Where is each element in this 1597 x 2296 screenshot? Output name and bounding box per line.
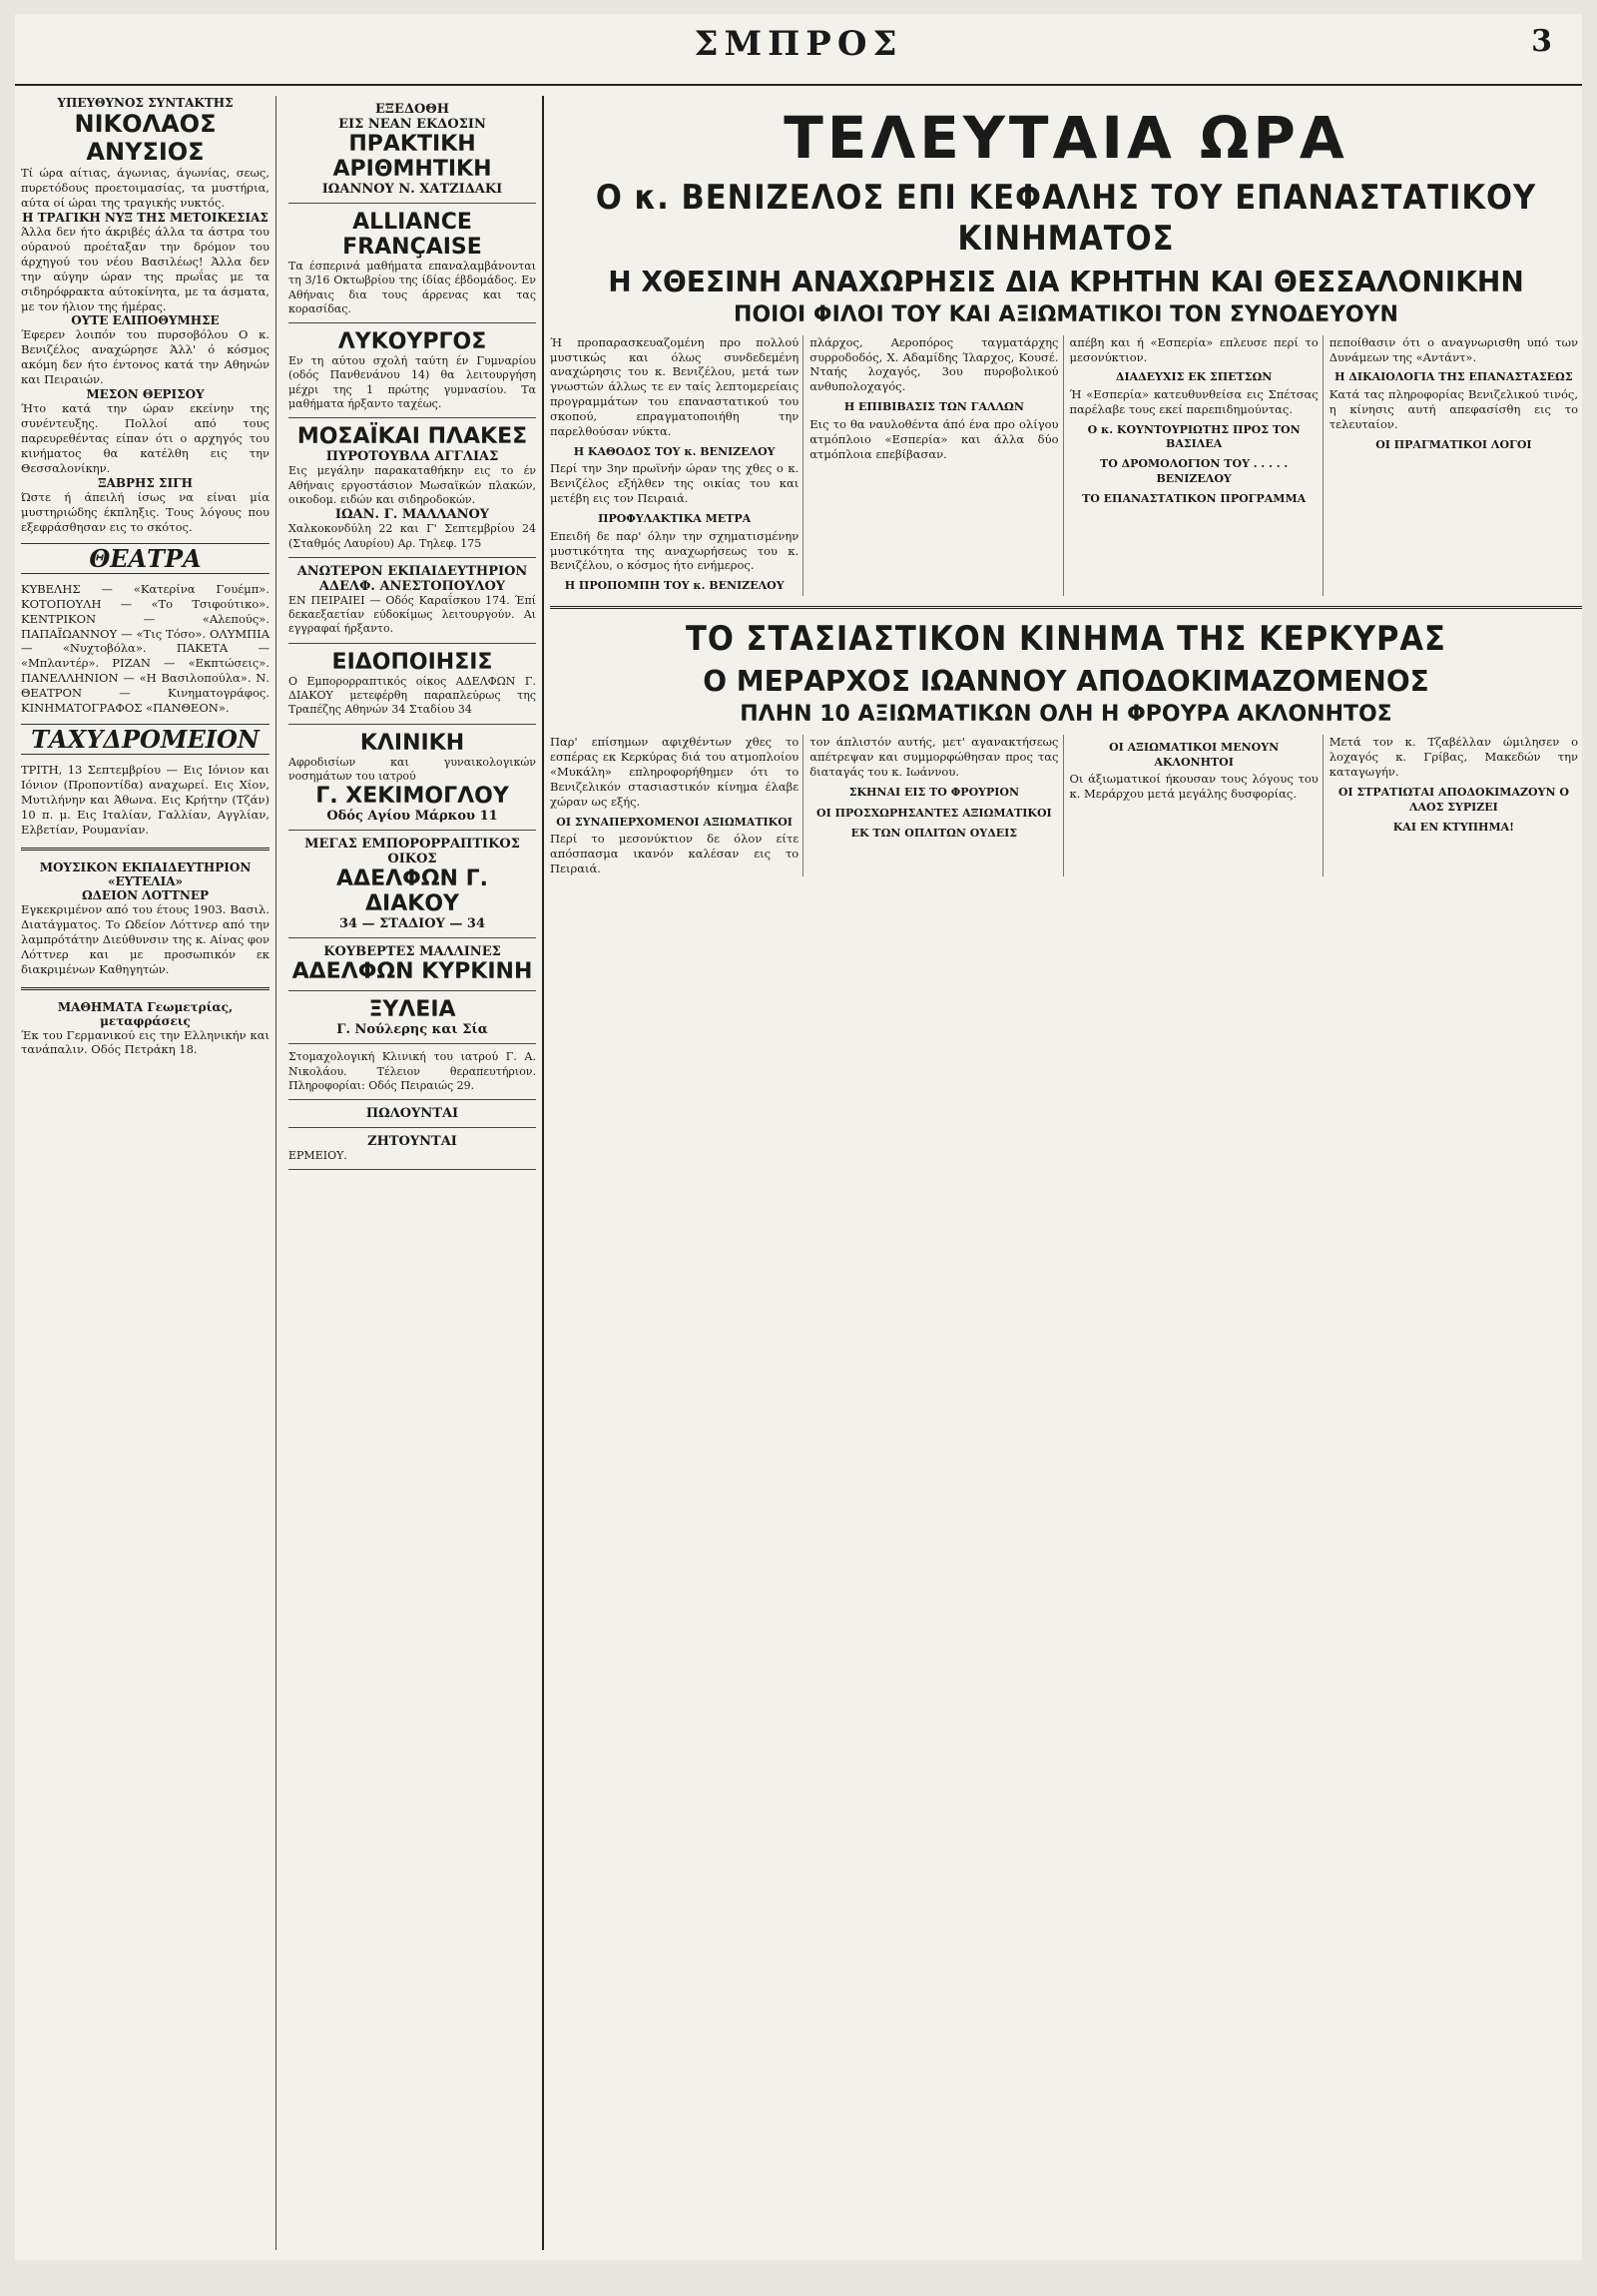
article-column bbox=[1330, 735, 1582, 876]
article-text: Ήτο κατά την ώραν εκείνην της συνέντευξης. Πολλοί από τους παρευρεθέντας είπαν ότι ο αρχηγός του κινήματος θα κατέλθη εις την Θεσσαλονίκην. bbox=[21, 401, 269, 475]
article-column bbox=[809, 735, 1063, 876]
ad-owner: ΙΩΑΝ. Γ. ΜΑΛΛΑΝΟΥ bbox=[334, 507, 490, 523]
ad-title: ΚΛΙΝΙΚΗ bbox=[359, 730, 465, 756]
ad-notice bbox=[288, 644, 536, 725]
headline: ΤΕΛΕΥΤΑΙΑ ΩΡΑ bbox=[784, 104, 1348, 172]
ad-body: Εν τη αύτου σχολή ταύτη έν Γυμναρίου (οδός Πανθενάνου 14) θα λειτουργήση μέχρι της 1 πρώτης γυμνασίου. Τα μαθήματα ήρξαντο ταχέως. bbox=[288, 354, 536, 411]
article-text: πεποίθασιν ότι ο αναγνωρισθη υπό των Δυνάμεων της «Αντάντ». bbox=[1329, 334, 1578, 364]
newspaper-title: ΣΜΠΡΟΣ bbox=[694, 24, 903, 64]
ad-alliance bbox=[288, 204, 536, 323]
ad-title: ΖΗΤΟΥΝΤΑΙ bbox=[367, 1134, 457, 1150]
section-title: ΤΟ ΣΤΑΣΙΑΣΤΙΚΟΝ ΚΙΝΗΜΑ ΤΗΣ ΚΕΡΚΥΡΑΣ bbox=[686, 618, 1446, 659]
theatre-heading: ΘΕΑΤΡΑ bbox=[21, 543, 269, 574]
article-text: τον άπλιστόν αυτής, μετ' αγανακτήσεως απέτρεψαν και συμμορφώθησαν προς τας διαταγάς του κ. Ιωάννου. bbox=[809, 735, 1059, 780]
ad-body: ΕΡΜΕΙΟΥ. bbox=[288, 1149, 347, 1163]
subhead: ΟΙ ΠΡΟΣΧΩΡΗΣΑΝΤΕΣ ΑΞΙΩΜΑΤΙΚΟΙ bbox=[816, 806, 1052, 820]
article-text: Επειδή δε παρ' όλην την σχηματισμένην μυστικότητα της αναχωρήσεως του κ. Βενιζέλου, ο κόσμος ήτο ενήμερος. bbox=[550, 528, 799, 573]
subtitle: Ο ΜΕΡΑΡΧΟΣ ΙΩΑΝΝΟΥ ΑΠΟΔΟΚΙΜΑΖΟΜΕΝΟΣ bbox=[703, 665, 1429, 699]
ad-book bbox=[288, 96, 536, 204]
ad-stomach-clinic bbox=[288, 1044, 536, 1100]
article-column bbox=[550, 335, 803, 596]
article-text: Εις το θα ναυλοθέντα άπό ένα προ ολίγου ατμόπλοιο «Εσπερία» και άλλα δύο ατμόπλοια επεβίβασαν. bbox=[809, 416, 1059, 461]
subhead: ΔΙΑΔΕΥΧΙΣ ΕΚ ΣΠΕΤΣΩΝ bbox=[1115, 370, 1273, 384]
article-column bbox=[1330, 335, 1582, 596]
subhead: ΟΙ ΠΡΑΓΜΑΤΙΚΟΙ ΛΟΓΟΙ bbox=[1375, 437, 1532, 451]
article-text: Τί ώρα αίτιας, άγωνιας, άγωνίας, σεως, πυρετόδους προετοιμασίας, τα μυστήρια, αύτα οί ώραι της τραγικής νυκτός. bbox=[21, 166, 269, 210]
main-title: Ο κ. ΒΕΝΙΖΕΛΟΣ ΕΠΙ ΚΕΦΑΛΗΣ ΤΟΥ ΕΠΑΝΑΣΤΑΤΙΚΟΥ ΚΙΝΗΜΑΤΟΣ bbox=[595, 178, 1537, 259]
subhead: ΟΙ ΣΥΝΑΠΕΡΧΟΜΕΝΟΙ ΑΞΙΩΜΑΤΙΚΟΙ bbox=[556, 816, 793, 830]
music-ad-text: Εγκεκριμένον από του έτους 1903. Βασιλ. Διατάγματος. Το Ωδείον Λόττνερ από την λαμπρότάτην Διεύθυνσιν της κ. Αίνας φον Λόττνερ και με προσωπικόν εκ διακριμένων Καθηγητών. bbox=[21, 901, 269, 976]
ad-lykourgos bbox=[288, 323, 536, 418]
ad-body: ΕΝ ΠΕΙΡΑΙΕΙ — Οδός Καραΐσκου 174. Έπί δεκαεξαετίαν εύδοκίμως λειτουργούν. Αι εγγραφαί ήρξαντο. bbox=[288, 593, 536, 636]
article-columns bbox=[550, 335, 1582, 596]
ad-address: Οδός Αγίου Μάρκου 11 bbox=[326, 809, 498, 825]
ad-wanted bbox=[288, 1128, 536, 1170]
editor-label: ΥΠΕΥΘΥΝΟΣ ΣΥΝΤΑΚΤΗΣ bbox=[57, 96, 234, 110]
ads-column bbox=[282, 96, 544, 2250]
article-text: απέβη και ή «Εσπερία» επλευσε περί το μεσονύκτιον. bbox=[1069, 334, 1319, 364]
maths-ad-title: ΜΑΘΗΜΑΤΑ Γεωμετρίας, μεταφράσεις bbox=[57, 999, 234, 1028]
article-column bbox=[809, 335, 1063, 596]
subhead: ΣΚΗΝΑΙ ΕΙΣ ΤΟ ΦΡΟΥΡΙΟΝ bbox=[848, 786, 1020, 800]
music-ad-subtitle: ΩΔΕΙΟΝ ΛΟΤΤΝΕΡ bbox=[81, 887, 210, 902]
article-text: Μετά τον κ. Τζαβέλλαν ώμιλησεν ο λοχαγός κ. Γρίβας, Μακεδών την καταγωγήν. bbox=[1329, 735, 1578, 780]
ad-owner: ΑΔΕΛΦΩΝ ΚΥΡΚΙΝΗ bbox=[291, 959, 533, 985]
subhead: ΟΙ ΣΤΡΑΤΙΩΤΑΙ ΑΠΟΔΟΚΙΜΑΖΟΥΝ Ο ΛΑΟΣ ΣΥΡΙΖΕΙ bbox=[1337, 786, 1569, 814]
main-news bbox=[550, 96, 1582, 2250]
ad-address: Χαλκοκονδύλη 22 και Γ' Σεπτεμβρίου 24 (Σταθμός Λαυρίου) Αρ. Τηλεφ. 175 bbox=[288, 522, 536, 550]
subhead: ΞΑΒΡΗΣ ΣΙΓΗ bbox=[98, 475, 193, 490]
ad-doctor: Γ. ΧΕΚΙΜΟΓΛΟΥ bbox=[315, 784, 509, 810]
music-ad-title: ΜΟΥΣΙΚΟΝ ΕΚΠΑΙΔΕΥΤΗΡΙΟΝ «ΕΥΤΕΛΙΑ» bbox=[39, 860, 252, 888]
subhead: ΚΑΙ ΕΝ ΚΤΥΠΗΜΑ! bbox=[1392, 820, 1514, 834]
page-number: 3 bbox=[1531, 24, 1552, 59]
ad-subtitle: ΑΔΕΛΦ. ΑΝΕΣΤΟΠΟΥΛΟΥ bbox=[318, 578, 506, 594]
article-text: Άλλα δεν ήτο άκριβές άλλα τα άστρα του ούρανού προέταξαν την δρόμον του άρχηγού του νέου Βασιλέως! Άλλα δεν την αύγην ώραν της πρωΐας με τα σιδηρόφρακτα αύτοκίνητα, με τα άσματα, με τον ήλιον της ήμέρας. bbox=[21, 224, 269, 313]
ad-mosaics bbox=[288, 418, 536, 557]
editor-name: ΝΙΚΟΛΑΟΣ ΑΝΥΣΙΟΣ bbox=[74, 110, 217, 166]
divider bbox=[550, 606, 1582, 609]
ad-body: Εις μεγάλην παρακαταθήκην εις το έν Αθήναις εργοστάσιον Μωσαϊκών πλακών, οικοδομ. ειδών και σιδηροδοκών. bbox=[288, 464, 536, 506]
article-text: Περί την 3ην πρωϊνήν ώραν της χθες ο κ. Βενιζέλος εξήλθεν της οικίας του και μετέβη εις τον Πειραιά. bbox=[550, 461, 799, 506]
ad-body: Ο Εμπορορραπτικός οίκος ΑΔΕΛΦΩΝ Γ. ΔΙΑΚΟΥ μετεφέρθη παραπλεύρως της Τραπέζης Αθηνών 34 Σταδίου 34 bbox=[288, 674, 536, 717]
masthead bbox=[15, 14, 1582, 86]
post-listing: ΤΡΙΤΗ, 13 Σεπτεμβρίου — Εις Ιόνιον και Ιόνιον (Προποντίδα) αναχωρεί. Εις Χίον, Μυτιλήνην και Άθωνα. Εις Κρήτην (Τζάν) 10 π. μ. Εις Ιταλίαν, Γαλλίαν, Αγγλίαν, Ελβετίαν, Ρουμανίαν. bbox=[21, 763, 269, 837]
post-heading: ΤΑΧΥΔΡΟΜΕΙΟΝ bbox=[21, 724, 269, 755]
article-text: Περί το μεσονύκτιον δε όλον είτε απόσπασμα ικανόν καλέσαν εις το Πειραιά. bbox=[550, 832, 799, 876]
ad-tailor bbox=[288, 831, 536, 938]
article-text: Ή προπαρασκευαζομένη προ πολλού μυστικώς και όλως συνδεδεμένη αναχώρησις του κ. Βενιζέλου, μετά των γνωστών άλλως τε εν ταίς λεπτομερείαις προγραμμάτων του επαναστατικού του σκοπού, επραγματοποιήθη την παρελθούσαν νύκτα. bbox=[550, 334, 799, 439]
ad-title: ΜΕΓΑΣ ΕΜΠΟΡΟΡΡΑΠΤΙΚΟΣ ΟΙΚΟΣ bbox=[304, 837, 520, 867]
subhead: Η ΚΑΘΟΔΟΣ ΤΟΥ κ. ΒΕΝΙΖΕΛΟΥ bbox=[573, 445, 776, 459]
theatre-listing: ΚΥΒΕΛΗΣ — «Κατερίνα Γουέμπ». ΚΟΤΟΠΟΥΛΗ — «Το Τσιφούτικο». ΚΕΝΤΡΙΚΟΝ — «Αλεπούς». ΠΑΠΑΪΩΑΝΝΟΥ — «Τις Τόσο». ΟΛΥΜΠΙΑ — «Νυχτοβόλα». ΠΑΚΕΤΑ — «Μπλαντέρ». ΡΙΖΑΝ — «Εκπτώσεις». ΠΑΝΕΛΛΗΝΙΟΝ — «Η Βασιλοπούλα». Ν. ΘΕΑΤΡΟΝ — Κινηματογράφος. ΚΙΝΗΜΑΤΟΓΡΑΦΟΣ «ΠΑΝΘΕΟΝ». bbox=[21, 581, 269, 716]
subhead: Ο κ. ΚΟΥΝΤΟΥΡΙΩΤΗΣ ΠΡΟΣ ΤΟΝ ΒΑΣΙΛΕΑ bbox=[1087, 422, 1301, 450]
ad-title: ΑΝΩΤΕΡΟΝ ΕΚΠΑΙΔΕΥΤΗΡΙΟΝ bbox=[296, 563, 528, 579]
ad-title: ΞΥΛΕΙΑ bbox=[368, 997, 456, 1023]
subtitle: ΠΛΗΝ 10 ΑΞΙΩΜΑΤΙΚΩΝ ΟΛΗ Η ΦΡΟΥΡΑ ΑΚΛΟΝΗΤΟΣ bbox=[740, 702, 1392, 728]
left-column bbox=[15, 96, 276, 2250]
article-column bbox=[1070, 735, 1324, 876]
ad-clinic bbox=[288, 725, 536, 832]
article-text: Παρ' επίσημων αφιχθέντων χθες το εσπέρας εκ Κερκύρας διά του ατμοπλοίου «Μυκάλη» επληροφορήθημεν ότι το Βενιζελικόν στασιαστικόν κίνημα έλαβε χώραν ως εξής. bbox=[550, 735, 799, 810]
ad-title: ΜΟΣΑΪΚΑΙ ΠΛΑΚΕΣ bbox=[296, 424, 528, 450]
article-text: Ώστε ή άπειλή ίσως να είναι μία μυστηριώδης έκπληξις. Τους λόγους που εξεφράσθησαν εις το σκότος. bbox=[21, 489, 269, 534]
ad-body: Τα έσπερινά μαθήματα επαναλαμβάνονται τη 3/16 Οκτωβρίου της ίδίας έβδομάδος. Εν Αθήναις δια τους άρρενας και τας κορασίδας. bbox=[288, 260, 536, 315]
ad-owner: ΑΔΕΛΦΩΝ Γ. ΔΙΑΚΟΥ bbox=[336, 866, 488, 917]
ad-school bbox=[288, 558, 536, 644]
divider bbox=[21, 848, 269, 851]
ad-for-sale bbox=[288, 1100, 536, 1128]
article-text: Έφερεν λοιπόν του πυρσοβόλου Ο κ. Βενιζέλος αναχώρησε Άλλ' ό κόσμος ακόμη δεν ήτο έντονος κατά την Αθηνών και Πειραιών. bbox=[21, 327, 269, 387]
ad-title: ΚΟΥΒΕΡΤΕΣ ΜΑΛΛΙΝΕΣ bbox=[323, 944, 501, 960]
newspaper-page bbox=[15, 14, 1582, 2260]
ad-title: ALLIANCE FRANÇAISE bbox=[342, 210, 482, 260]
ad-title: ΕΙΔΟΠΟΙΗΣΙΣ bbox=[331, 649, 493, 675]
subhead: Η ΔΙΚΑΙΟΛΟΓΙΑ ΤΗΣ ΕΠΑΝΑΣΤΑΣΕΩΣ bbox=[1334, 370, 1573, 384]
ad-body: Στομαχολογική Κλινική του ιατρού Γ. Α. Νικολάου. Τέλειον θεραπευτήριον. Πληροφορίαι: Οδός Πειραιώς 29. bbox=[288, 1050, 536, 1092]
ad-timber bbox=[288, 991, 536, 1044]
subhead: ΠΡΟΦΥΛΑΚΤΙΚΑ ΜΕΤΡΑ bbox=[598, 512, 752, 526]
article-text: Οι άξιωματικοί ήκουσαν τους λόγους του κ. Μεράρχου μετά μεγάλης δυσφορίας. bbox=[1069, 772, 1319, 801]
ad-blankets bbox=[288, 938, 536, 991]
divider bbox=[21, 987, 269, 990]
maths-ad-text: Έκ του Γερμανικού εις την Ελληνικήν και τανάπαλιν. Οδός Πετράκη 18. bbox=[21, 1027, 269, 1057]
subhead: ΤΟ ΔΡΟΜΟΛΟΓΙΟΝ ΤΟΥ . . . . . ΒΕΝΙΖΕΛΟΥ bbox=[1100, 457, 1289, 485]
ad-edition: ΕΙΣ ΝΕΑΝ ΕΚΔΟΣΙΝ bbox=[338, 117, 486, 132]
subtitle: ΠΟΙΟΙ ΦΙΛΟΙ ΤΟΥ ΚΑΙ ΑΞΙΩΜΑΤΙΚΟΙ ΤΟΝ ΣΥΝΟΔΕΥΟΥΝ bbox=[734, 301, 1398, 327]
subhead: Η ΤΡΑΓΙΚΗ ΝΥΞ ΤΗΣ ΜΕΤΟΙΚΕΣΙΑΣ bbox=[22, 210, 268, 225]
ad-subtitle: ΠΥΡΟΤΟΥΒΛΑ ΑΓΓΛΙΑΣ bbox=[325, 449, 499, 465]
subhead: ΟΙ ΑΞΙΩΜΑΤΙΚΟΙ ΜΕΝΟΥΝ ΑΚΛΟΝΗΤΟΙ bbox=[1109, 741, 1280, 769]
subhead: Η ΕΠΙΒΙΒΑΣΙΣ ΤΩΝ ΓΑΛΛΩΝ bbox=[843, 400, 1024, 414]
ad-address: 34 — ΣΤΑΔΙΟΥ — 34 bbox=[338, 916, 485, 932]
article-columns bbox=[550, 735, 1582, 876]
article-text: πλάρχος, Αεροπόρος ταγματάρχης συρροδοδός, Χ. Αδαμίδης Ίλαρχος, Κουσέ. Νταής λοχαγός, 3ου πυροβολικού ανθυπολοχαγός. bbox=[809, 334, 1059, 394]
ad-title: ΛΥΚΟΥΡΓΟΣ bbox=[337, 329, 487, 355]
ad-top-label: ΕΞΕΔΟΘΗ bbox=[375, 102, 449, 117]
subhead: ΜΕΣΟΝ ΘΕΡΙΣΟΥ bbox=[86, 387, 205, 402]
ad-author: ΙΩΑΝΝΟΥ Ν. ΧΑΤΖΙΔΑΚΙ bbox=[321, 182, 503, 197]
article-column bbox=[550, 735, 803, 876]
subhead: ΤΟ ΕΠΑΝΑΣΤΑΤΙΚΟΝ ΠΡΟΓΡΑΜΜΑ bbox=[1082, 491, 1307, 505]
article-text: Ή «Εσπερία» κατευθυνθείσα εις Σπέτσας παρέλαβε τους εκεί παρεπιδημούντας. bbox=[1069, 386, 1319, 416]
article-column bbox=[1070, 335, 1324, 596]
subhead: Η ΠΡΟΠΟΜΠΗ ΤΟΥ κ. ΒΕΝΙΖΕΛΟΥ bbox=[564, 579, 785, 593]
article-text: Κατά τας πληροφορίας Βενιζελικού τινός, η κίνησις αυτή απεφασίσθη εις το τελευταίον. bbox=[1329, 386, 1578, 431]
ad-owner: Γ. Νούλερης και Σία bbox=[336, 1022, 488, 1038]
ad-body: Αφροδισίων και γυναικολογικών νοσημάτων του ιατρού bbox=[288, 755, 536, 783]
subtitle: Η ΧΘΕΣΙΝΗ ΑΝΑΧΩΡΗΣΙΣ ΔΙΑ ΚΡΗΤΗΝ ΚΑΙ ΘΕΣΣΑΛΟΝΙΚΗΝ bbox=[608, 265, 1524, 298]
ad-title: ΠΩΛΟΥΝΤΑΙ bbox=[365, 1106, 459, 1122]
subhead: ΟΥΤΕ ΕΛΙΠΟΘΥΜΗΣΕ bbox=[71, 313, 220, 328]
ad-title: ΠΡΑΚΤΙΚΗ ΑΡΙΘΜΗΤΙΚΗ bbox=[332, 132, 492, 182]
subhead: ΕΚ ΤΩΝ ΟΠΛΙΤΩΝ ΟΥΔΕΙΣ bbox=[850, 826, 1018, 840]
